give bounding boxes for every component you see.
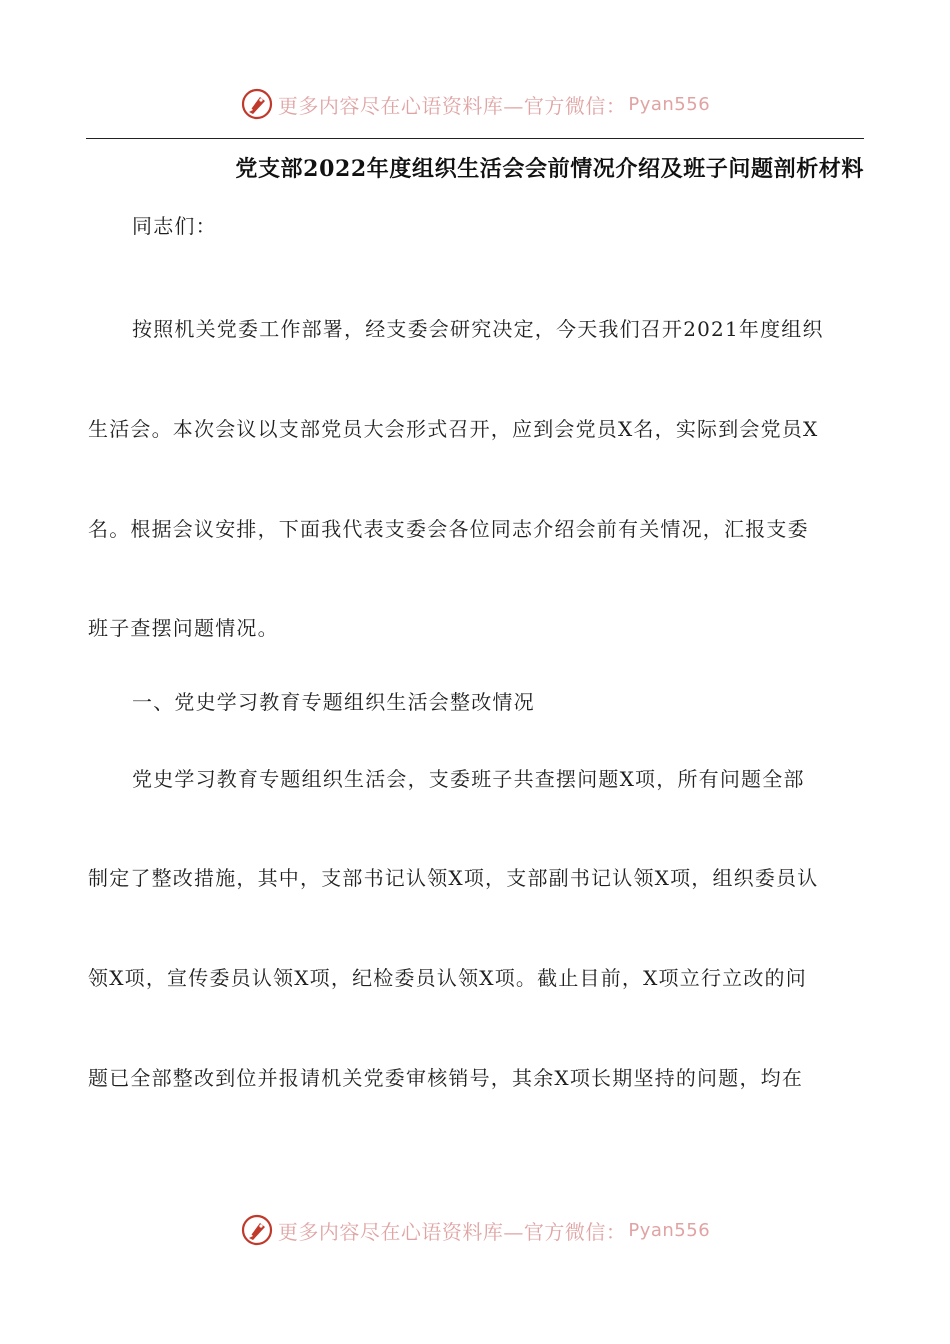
paragraph-line: 名。根据会议安排，下面我代表支委会各位同志介绍会前有关情况，汇报支委 [88, 517, 809, 541]
banner-text: 更多内容尽在心语资料库—官方微信： [277, 93, 627, 118]
greeting: 同志们： [132, 214, 217, 238]
paragraph-line: 党史学习教育专题组织生活会，支委班子共查摆问题X项，所有问题全部 [132, 767, 805, 791]
pen-nib-logo-icon [240, 1213, 274, 1247]
paragraph-line: 领X项，宣传委员认领X项，纪检委员认领X项。截止目前，X项立行立改的问 [88, 966, 807, 990]
paragraph-line: 按照机关党委工作部署，经支委会研究决定，今天我们召开2021年度组织 [132, 317, 824, 341]
banner-text: 更多内容尽在心语资料库—官方微信： [277, 1219, 627, 1244]
footer-banner [0, 1210, 950, 1250]
pen-nib-logo-icon [240, 87, 274, 121]
paragraph-line: 题已全部整改到位并报请机关党委审核销号，其余X项长期坚持的问题，均在 [88, 1066, 804, 1090]
document-title: 党支部2022年度组织生活会会前情况介绍及班子问题剖析材料 [235, 156, 864, 182]
header-banner [0, 84, 950, 124]
paragraph-line: 生活会。本次会议以支部党员大会形式召开，应到会党员X名，实际到会党员X [88, 417, 819, 441]
section-heading: 一、党史学习教育专题组织生活会整改情况 [132, 690, 535, 714]
wechat-id: Pyan556 [628, 1219, 711, 1241]
paragraph-line: 制定了整改措施，其中，支部书记认领X项，支部副书记认领X项，组织委员认 [88, 866, 819, 890]
wechat-id: Pyan556 [628, 93, 711, 115]
paragraph-line: 班子查摆问题情况。 [88, 616, 279, 640]
header-rule [86, 138, 864, 139]
